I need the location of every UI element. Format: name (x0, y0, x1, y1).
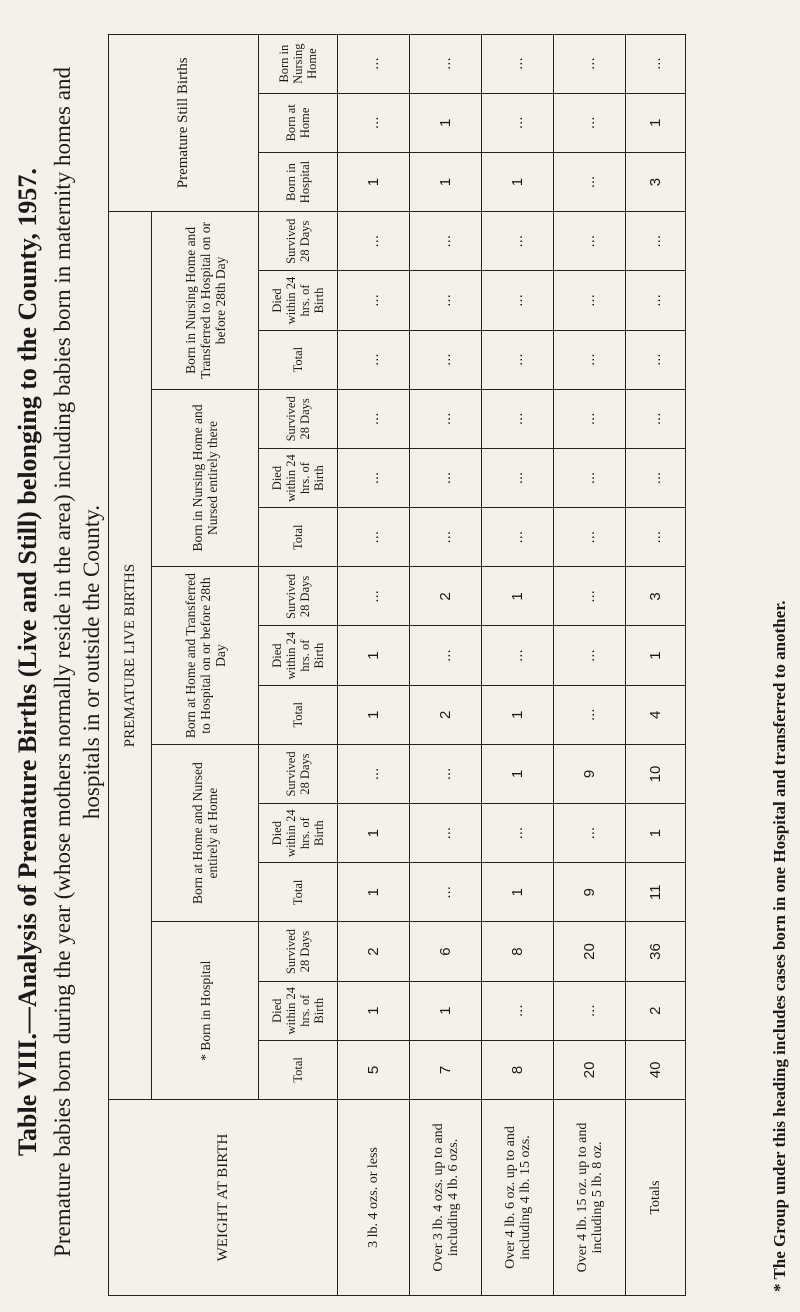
col-header-total: Total (259, 330, 338, 389)
cell: 20 (554, 1040, 626, 1099)
col-header-total: Total (259, 863, 338, 922)
cell: ... (554, 508, 626, 567)
cell: ... (410, 508, 482, 567)
cell: ... (338, 93, 410, 152)
cell: ... (338, 330, 410, 389)
col-header-still-home: Born at Home (259, 93, 338, 152)
cell: ... (410, 626, 482, 685)
col-header-survived: Survived 28 Days (259, 212, 338, 271)
cell: ... (554, 93, 626, 152)
group-header-nursing-home-transferred: Born in Nursing Home and Transferred to Hospital on or before 28th Day (152, 212, 259, 390)
cell: ... (482, 93, 554, 152)
cell: ... (482, 626, 554, 685)
col-header-survived: Survived 28 Days (259, 744, 338, 803)
col-header-died: Died within 24 hrs. of Birth (259, 271, 338, 330)
cell: 2 (410, 685, 482, 744)
cell: ... (410, 34, 482, 93)
cell: ... (482, 271, 554, 330)
cell: 1 (482, 152, 554, 211)
cell: 36 (626, 922, 686, 981)
col-header-died: Died within 24 hrs. of Birth (259, 981, 338, 1040)
cell: ... (410, 448, 482, 507)
cell: ... (338, 508, 410, 567)
cell: ... (554, 567, 626, 626)
cell: ... (338, 271, 410, 330)
cell: 1 (338, 863, 410, 922)
cell: ... (554, 271, 626, 330)
cell: ... (554, 330, 626, 389)
group-header-home-nursed: Born at Home and Nursed entirely at Home (152, 744, 259, 922)
col-header-survived: Survived 28 Days (259, 389, 338, 448)
cell: ... (410, 804, 482, 863)
cell: 1 (410, 93, 482, 152)
cell: ... (482, 804, 554, 863)
table-row (554, 34, 626, 1295)
cell: ... (338, 567, 410, 626)
cell: ... (338, 448, 410, 507)
cell: 10 (626, 744, 686, 803)
col-header-died: Died within 24 hrs. of Birth (259, 448, 338, 507)
cell: 2 (626, 981, 686, 1040)
cell: ... (482, 981, 554, 1040)
cell: ... (626, 508, 686, 567)
cell: ... (410, 212, 482, 271)
col-header-total: Total (259, 1040, 338, 1099)
cell: 5 (338, 1040, 410, 1099)
cell: ... (338, 212, 410, 271)
cell: ... (554, 685, 626, 744)
cell: ... (410, 389, 482, 448)
cell: ... (482, 448, 554, 507)
cell: ... (626, 271, 686, 330)
cell: 1 (626, 804, 686, 863)
col-header-total: Total (259, 508, 338, 567)
cell: ... (482, 508, 554, 567)
cell: 1 (338, 685, 410, 744)
footnote: * The Group under this heading includes cases born in one Hospital and transferred to another. (770, 600, 789, 1292)
cell: 3 (626, 567, 686, 626)
cell: 1 (338, 804, 410, 863)
cell: 9 (554, 744, 626, 803)
cell: ... (626, 448, 686, 507)
weight-at-birth-header: WEIGHT AT BIRTH (109, 1100, 338, 1296)
cell: ... (554, 804, 626, 863)
cell: ... (626, 34, 686, 93)
cell: ... (554, 626, 626, 685)
cell: 1 (338, 152, 410, 211)
cell: 4 (626, 685, 686, 744)
cell: 1 (626, 93, 686, 152)
cell: 1 (338, 626, 410, 685)
cell: 7 (410, 1040, 482, 1099)
col-header-still-nursing-home: Born in Nursing Home (259, 34, 338, 93)
group-header-hospital: * Born in Hospital (152, 922, 259, 1100)
cell: ... (554, 34, 626, 93)
cell: 1 (482, 863, 554, 922)
cell: 40 (626, 1040, 686, 1099)
cell: ... (338, 744, 410, 803)
row-label: Over 3 lb. 4 ozs. up to and including 4 lb. 6 ozs. (410, 1100, 482, 1296)
cell: 8 (482, 1040, 554, 1099)
cell: ... (338, 389, 410, 448)
cell: 2 (410, 567, 482, 626)
table-row (410, 34, 482, 1295)
col-header-died: Died within 24 hrs. of Birth (259, 626, 338, 685)
row-label: Totals (626, 1100, 686, 1296)
col-header-total: Total (259, 685, 338, 744)
cell: ... (410, 863, 482, 922)
premature-still-births-header: Premature Still Births (109, 34, 259, 212)
premature-births-table (108, 34, 686, 1296)
totals-row (626, 34, 686, 1295)
cell: ... (626, 330, 686, 389)
cell: ... (554, 448, 626, 507)
cell: ... (626, 389, 686, 448)
cell: ... (482, 389, 554, 448)
cell: 2 (338, 922, 410, 981)
group-header-home-transferred: Born at Home and Transferred to Hospital on or before 28th Day (152, 567, 259, 745)
cell: ... (338, 34, 410, 93)
group-header-nursing-home: Born in Nursing Home and Nursed entirely there (152, 389, 259, 567)
cell: 11 (626, 863, 686, 922)
col-header-died: Died within 24 hrs. of Birth (259, 804, 338, 863)
cell: ... (626, 212, 686, 271)
col-header-still-hospital: Born in Hospital (259, 152, 338, 211)
cell: ... (554, 212, 626, 271)
row-label: Over 4 lb. 6 oz. up to and including 4 lb. 15 ozs. (482, 1100, 554, 1296)
cell: ... (554, 152, 626, 211)
cell: ... (482, 34, 554, 93)
page-subtitle: Premature babies born during the year (whose mothers normally reside in the area) including babies born in maternity homes and hospitals in or outside the County. (50, 67, 104, 1257)
cell: 1 (482, 567, 554, 626)
page-title: Table VIII.—Analysis of Premature Births (Live and Still) belonging to the County, 1957. (13, 168, 42, 1156)
table-row (482, 34, 554, 1295)
cell: ... (482, 212, 554, 271)
cell: 1 (482, 685, 554, 744)
cell: 20 (554, 922, 626, 981)
table-row (338, 34, 410, 1295)
cell: 8 (482, 922, 554, 981)
cell: 1 (482, 744, 554, 803)
cell: 6 (410, 922, 482, 981)
cell: ... (554, 389, 626, 448)
cell: 3 (626, 152, 686, 211)
cell: ... (410, 330, 482, 389)
cell: 1 (410, 981, 482, 1040)
premature-live-births-header: PREMATURE LIVE BIRTHS (109, 212, 152, 1100)
cell: ... (410, 744, 482, 803)
col-header-survived: Survived 28 Days (259, 922, 338, 981)
cell: ... (482, 330, 554, 389)
cell: ... (554, 981, 626, 1040)
cell: 9 (554, 863, 626, 922)
cell: 1 (410, 152, 482, 211)
row-label: Over 4 lb. 15 oz. up to and including 5 lb. 8 oz. (554, 1100, 626, 1296)
cell: 1 (626, 626, 686, 685)
row-label: 3 lb. 4 ozs. or less (338, 1100, 410, 1296)
col-header-survived: Survived 28 Days (259, 567, 338, 626)
cell: ... (410, 271, 482, 330)
cell: 1 (338, 981, 410, 1040)
